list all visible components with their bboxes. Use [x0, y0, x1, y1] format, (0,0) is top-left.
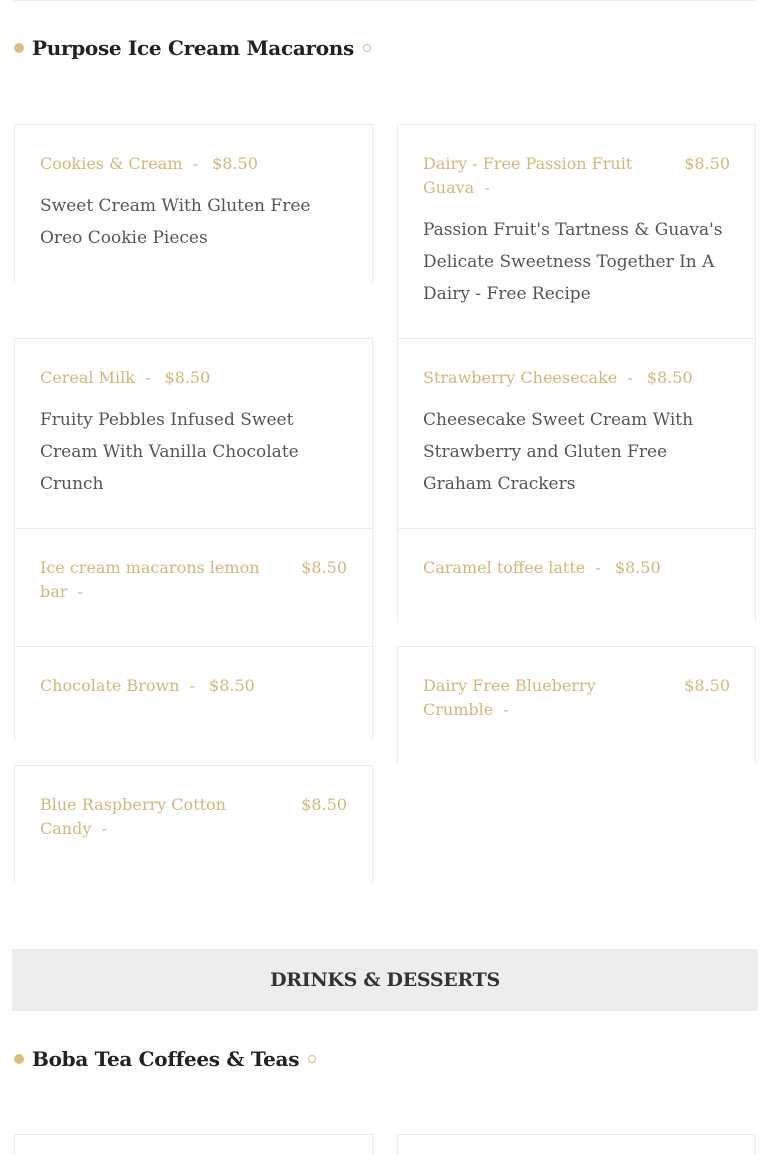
item-header	[423, 152, 730, 200]
menu-item-card[interactable]	[397, 124, 756, 339]
dot-icon	[14, 1054, 24, 1064]
item-header	[40, 793, 347, 841]
menu-item-card[interactable]	[397, 338, 756, 529]
item-separator: -	[77, 582, 84, 601]
item-name: Blue Raspberry Cotton Candy	[40, 795, 226, 838]
category-banner	[12, 949, 758, 1011]
item-price: $8.50	[614, 558, 661, 577]
item-separator: -	[145, 368, 151, 387]
section-heading-ice-cream	[14, 36, 371, 60]
item-price: $8.50	[164, 368, 211, 387]
menu-item-card[interactable]	[14, 528, 373, 647]
item-name: Cookies & Cream	[40, 154, 183, 173]
item-price: $8.50	[684, 676, 730, 695]
item-price: $8.50	[212, 154, 258, 173]
item-name: Chocolate Brown	[40, 676, 180, 695]
item-separator: -	[192, 154, 199, 173]
item-separator: -	[595, 558, 601, 577]
menu-item-card[interactable]	[14, 1134, 373, 1155]
item-header	[423, 556, 730, 580]
item-name: Cereal Milk	[40, 368, 135, 387]
item-separator: -	[627, 368, 633, 387]
item-header	[423, 366, 730, 390]
item-description: Cheesecake Sweet Cream With Strawberry and Gluten Free Graham Crackers	[423, 410, 694, 494]
item-name: Dairy Free Blueberry Crumble	[423, 676, 596, 719]
item-price: $8.50	[209, 676, 255, 695]
item-header	[423, 674, 730, 722]
item-description: Sweet Cream With Gluten Free Oreo Cookie Pieces	[40, 196, 311, 248]
section-heading-boba	[14, 1047, 316, 1071]
menu-item-card[interactable]	[397, 1134, 756, 1155]
item-header	[40, 556, 347, 604]
dot-icon	[14, 43, 24, 53]
item-header	[40, 366, 347, 390]
item-header	[40, 674, 347, 698]
item-separator: -	[189, 676, 196, 695]
menu-item-card[interactable]	[14, 338, 373, 529]
ring-icon	[363, 44, 371, 52]
category-banner-title: DRINKS & DESSERTS	[270, 969, 500, 991]
item-price: $8.50	[301, 795, 347, 814]
item-separator: -	[503, 700, 509, 719]
menu-item-card[interactable]	[397, 646, 756, 764]
section-title: Purpose Ice Cream Macarons	[32, 36, 354, 60]
menu-item-card[interactable]	[397, 528, 756, 622]
item-price: $8.50	[646, 368, 693, 387]
item-name: Ice cream macarons lemon bar	[40, 558, 260, 601]
item-name: Strawberry Cheesecake	[423, 368, 618, 387]
section-title: Boba Tea Coffees & Teas	[32, 1047, 300, 1071]
item-separator: -	[484, 178, 490, 197]
item-name: Dairy - Free Passion Fruit Guava	[423, 154, 633, 197]
ring-icon	[308, 1055, 316, 1063]
item-price: $8.50	[301, 558, 347, 577]
item-name: Caramel toffee latte	[423, 558, 586, 577]
item-description: Fruity Pebbles Infused Sweet Cream With Vanilla Chocolate Crunch	[40, 410, 299, 494]
top-divider	[14, 0, 756, 1]
menu-item-card[interactable]	[14, 646, 373, 740]
item-header	[40, 152, 347, 176]
menu-item-card[interactable]	[14, 765, 373, 883]
item-price: $8.50	[684, 154, 730, 173]
menu-item-card[interactable]	[14, 124, 373, 282]
item-description: Passion Fruit's Tartness & Guava's Delicate Sweetness Together In A Dairy - Free Recipe	[423, 220, 723, 304]
item-separator: -	[101, 819, 107, 838]
